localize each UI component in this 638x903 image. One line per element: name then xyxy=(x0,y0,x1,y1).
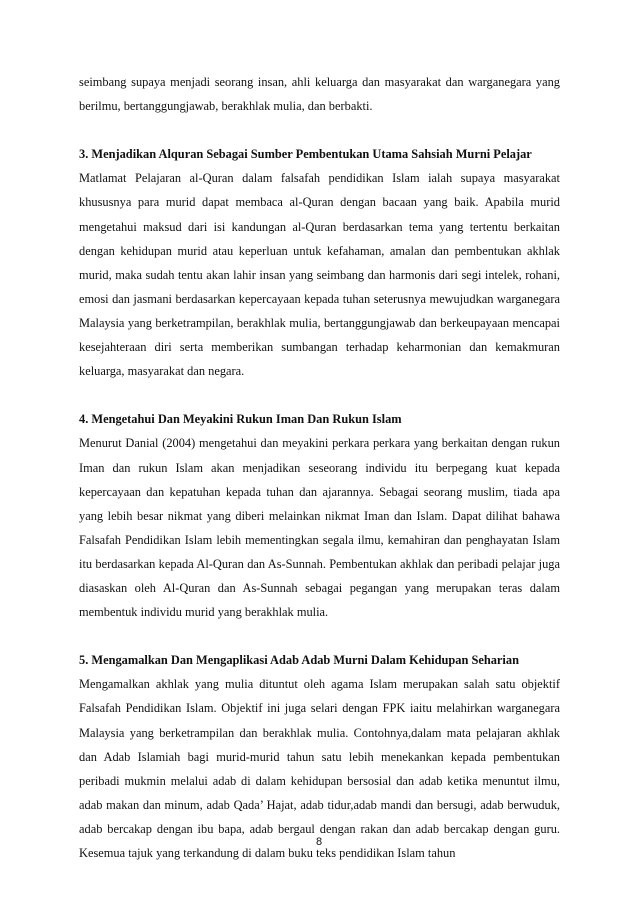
section-3-heading: 3. Menjadikan Alquran Sebagai Sumber Pembentukan Utama Sahsiah Murni Pelajar xyxy=(79,147,532,162)
section-5-paragraph: Mengamalkan akhlak yang mulia dituntut oleh agama Islam merupakan salah satu objektif Falsafah Pendidikan Islam. Objektif ini juga selari dengan FPK iaitu melahirkan warganegara Malaysia yang berketrampilan dan berakhlak mulia. Contohnya,dalam mata pelajaran akhlak dan Adab Islamiah bagi murid-murid tahun satu lebih menekankan kepada pembentukan peribadi mukmin melalui adab di dalam kehidupan bersosial dan adab ketika menuntut ilmu, adab makan dan minum, adab Qada’ Hajat, adab tidur,adab mandi dan bersugi, adab berwuduk, adab bercakap dengan ibu bapa, adab bergaul dengan rakan dan adab bercakap dengan guru. Kesemua tajuk yang terkandung di dalam buku teks pendidikan Islam tahun xyxy=(79,677,560,860)
page-body xyxy=(79,70,560,865)
page-number: 8 xyxy=(315,836,323,848)
spacer xyxy=(79,118,560,142)
section-5-heading: 5. Mengamalkan Dan Mengaplikasi Adab Adab Murni Dalam Kehidupan Seharian xyxy=(79,653,519,668)
spacer xyxy=(79,624,560,648)
section-4-paragraph: Menurut Danial (2004) mengetahui dan meyakini perkara perkara yang berkaitan dengan rukun Iman dan rukun Islam akan menjadikan seseorang individu itu berpegang kuat kepada kepercayaan dan kepatuhan kepada tuhan dan ajarannya. Sebagai seorang muslim, tiada apa yang lebih besar nikmat yang diberi melainkan nikmat Iman dan Islam. Dapat dilihat bahawa Falsafah Pendidikan Islam lebih mementingkan segala ilmu, kemahiran dan penghayatan Islam itu berdasarkan kepada Al-Quran dan As-Sunnah. Pembentukan akhlak dan peribadi pelajar juga diasaskan oleh Al-Quran dan As-Sunnah sebagai pegangan yang merupakan teras dalam membentuk individu murid yang berakhlak mulia. xyxy=(79,436,560,620)
spacer xyxy=(79,383,560,407)
section-3-paragraph: Matlamat Pelajaran al-Quran dalam falsafah pendidikan Islam ialah supaya masyarakat khususnya para murid dapat membaca al-Quran dengan bacaan yang baik. Apabila murid mengetahui maksud dari isi kandungan al-Quran berdasarkan tema yang tertentu berkaitan dengan kehidupan murid atau keperluan untuk kefahaman, amalan dan pembentukan akhlak murid, maka sudah tentu akan lahir insan yang seimbang dan harmonis dari segi intelek, rohani, emosi dan jasmani berdasarkan kepercayaan kepada tuhan seterusnya mewujudkan warganegara Malaysia yang berketrampilan, berakhlak mulia, bertanggungjawab dan berkeupayaan mencapai kesejahteraan diri serta memberikan sumbangan terhadap keharmonian dan kemakmuran keluarga, masyarakat dan negara. xyxy=(79,171,560,379)
intro-paragraph: seimbang supaya menjadi seorang insan, ahli keluarga dan masyarakat dan warganegara yang berilmu, bertanggungjawab, berakhlak mulia, dan berbakti. xyxy=(79,75,560,114)
section-4-heading: 4. Mengetahui Dan Meyakini Rukun Iman Dan Rukun Islam xyxy=(79,412,402,427)
